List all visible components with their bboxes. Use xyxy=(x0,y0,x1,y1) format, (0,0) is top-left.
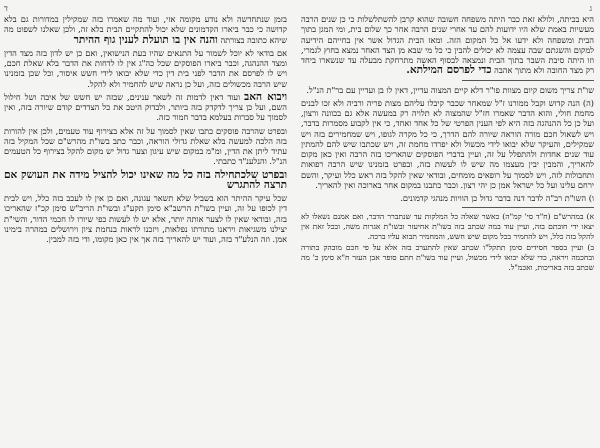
footnote-divider xyxy=(462,207,594,208)
right-bracket-note: ו) השו"ת רב"ה לדבר דנה בדבר גדול כן הוויות מנהגי קדמונים. xyxy=(400,193,594,203)
page-corner-mark-left: ד xyxy=(4,4,8,13)
left-column xyxy=(2,4,293,444)
right-top-paragraph: היא בכיתה, ולולא זאת כבר היתה משפחה חשובה שהוא קרבן להשתלשלות כי כן שנים הרבה מעשיות באמת שלא היו ידועות להם עד אחרי שנים הרבה אחר כך שלום בית, ומי המגן בתוך הבית ומשפחה ולא ידעו אל כל המקום הזה. ומאז הבית הגדול אשר אין בחייהם הידיעה למקום והשגתם שבה עצמה לא יכולים להבין כי כל מי שבא מן הצד האחר נמצא בחוץ לגמרי, וזו היתה סיבת השבר בתוך הבית ונמצאה לבסוף האשה מתרחקת מבעלה עד שנשארו ביחד רק מצד החובה ולא מתוך אהבה כדי לפרסם המילתא. xyxy=(301,14,594,77)
left-paragraph-four: ובפרט שהרבה פוסקים כתבו שאין לסמוך על זה אלא בצירוף עוד טעמים, ולכן אין להורות בזה הלכה למעשה בלא שאלת גדולי הוראה, וכבר כתב בשו"ת מהרש"ם שכל המקיל בזה עתיד ליתן את הדין, ומ"מ במקום שיש עיגון וצער גדול יש מקום להקל בצירוף כל הטעמים הנ"ל. והנלענ"ד כתבתי. xyxy=(4,125,288,167)
page-corner-mark-right: ג xyxy=(589,4,592,13)
left-bold-line: ובפרט שלכתחילה בזה כל מה שאינו יכול להציל מידה את העושק אם תרצה להתגרש xyxy=(4,168,288,191)
right-top-closing-bold: כדי לפרסם המילתא. xyxy=(406,64,492,77)
footnote: א) במהרש"ם (ח"ד סי' קמ"ה) כאשר שאלה כל המלקות עד שנתברר הדבר, ואם אמנם נשאלו לא יצאו ידי חובתם בזה, ועיין עוד במה שכתב בזה בשו"ת אחיעזר ובשו"ת אגרות משה, ובכל זאת אין להקל בזה כלל, ויש להחמיר בכל מקום שיש חשש, והמחמיר תבוא עליו ברכה. xyxy=(301,212,594,241)
left-paragraph-three: ויבוא האב ועוד דאין לדמות זה לשאר ענינים, שבזה יש חשש של איבה ושל חילול השם, ועל כן צריך לדקדק בזה ביותר, ולבדוק היטב את כל הצדדים קודם שיורה בזה, ואין לסמוך על סברות בעלמא בדבר חמור כזה. xyxy=(4,90,288,123)
left-bold-heading: ויבוא האב xyxy=(244,90,288,103)
left-paragraph-five: שכל עיקר ההיתר הוא בשביל שלא תשאר עגונה, ואם כן אין לו לעכב בזה כלל, ויש לבית דין לכופו על זה, ועיין בשו"ת הרשב"א סימן תקע"ג ובשו"ת הריב"ש סימן קכ"ז שהאריכו בזה, ובודאי שאין לו לצער אותה יותר, אלא יש לו לעשות כפי שיורו לו חכמי הדור, והשי"ת יצילנו משגיאות ויראנו מתורתו נפלאות, ויזכנו לראות בנחמת ציון וירושלים במהרה בימינו אמן. וזה הנלע"ד בזה, ועוד יש להאריך בזה אך אין כאן מקומו, ודי בזה למבין. xyxy=(4,193,288,244)
left-paragraph-two: אם בודאי לא יוכל לשמור על התנאים שהיו בעת הנישואין, ואם כן יש לדון בזה מצד הדין ומצד ההנהגה, וכבר ביארו הפוסקים שכל כה"ג אין לו לדחות את הדבר בלא שאלת חכם, ויש לו לפרסם את הדבר לפני בית דין כדי שלא יבואו לידי חשש איסור, וכל שכן בזמנינו שיש הרבה מכשולים בזה, ועל כן נראה שיש להחמיר ולא להקל. xyxy=(4,47,288,89)
right-second-paragraph: שו"ת צריך משום קיום מצוות פו"ר דלא קיים המצוה עדיין, דאין לו בן ועדיין עם בר"ת הנ"ל. xyxy=(306,84,594,95)
right-column xyxy=(295,4,596,444)
right-main-paragraph: (ה) הנה קדוש וקבל ממורנו ז"ל שמאחר שכבר קיבלו עליהם מצות פריה ורביה ולא זכו לבנים מחמת חולי, והוא הדבר שאמרו חז"ל שהמצוה לא תלויה רק במעשה אלא גם בכוונה ורצון, ועל כן כל ההנהגה בזה היא לפי הענין הפרטי של כל אחד ואחד, כי אין לקבוע מסמרות בדבר, ויש לשאול חכם מורה הוראה שיורה להם הדרך, כי כל מקרה לגופו, ויש שמחמירים בזה ויש שמקילים, והעיקר שלא יבואו לידי מכשול ולא יפרדו מחמת זה, ויש שכתבו שיש להם להמתין עוד שנים אחדות ולהתפלל על זה, ועיין בדברי הפוסקים שהאריכו בזה הרבה ואין כאן מקום להאריך, והמבין יבין מעצמו מה שיש לו לעשות בזה, ובפרט בזמנינו שיש הרבה רפואות ותחבולות לזה, ויש לסמוך על רופאים מומחים, ובודאי שאין להקל בזה ראש כלל ועיקר, והשם ירחם עלינו ועל כל ישראל אמן כן יהי רצון. וכבר כתבנו במקום אחר בארוכה ואין להאריך. xyxy=(301,97,594,190)
section-divider xyxy=(462,80,594,81)
left-top-paragraph: בזמן שנתחדשה ולא נודע מקומה אזי, ועוד מה שאמרו בזה שמקילין במדורות גם בלא קדושה כי כבר ביארו הקדמונים שלא יכול להתקיים הבית בלא זה, ולכן שאלנו לשפוט מה שיהא כתובה בצורתה והנה אין בו תועלת לענין גוף ההיתר xyxy=(4,14,288,46)
footnote: ב) ועיין בספר חסידים סימן תתקל"ו שכתב שאין להתערב בזה אלא על פי חכם מובהק בתורה ובחכמה ויראה, כדי שלא יבואו לידי מכשול, ועיין עוד בשו"ת חתם סופר אבן העזר ח"א סימן כ' מה שכתב בזה באריכות, ואכמ"ל. xyxy=(301,243,594,272)
left-top-bold: והנה אין בו תועלת לענין גוף ההיתר xyxy=(73,33,218,46)
